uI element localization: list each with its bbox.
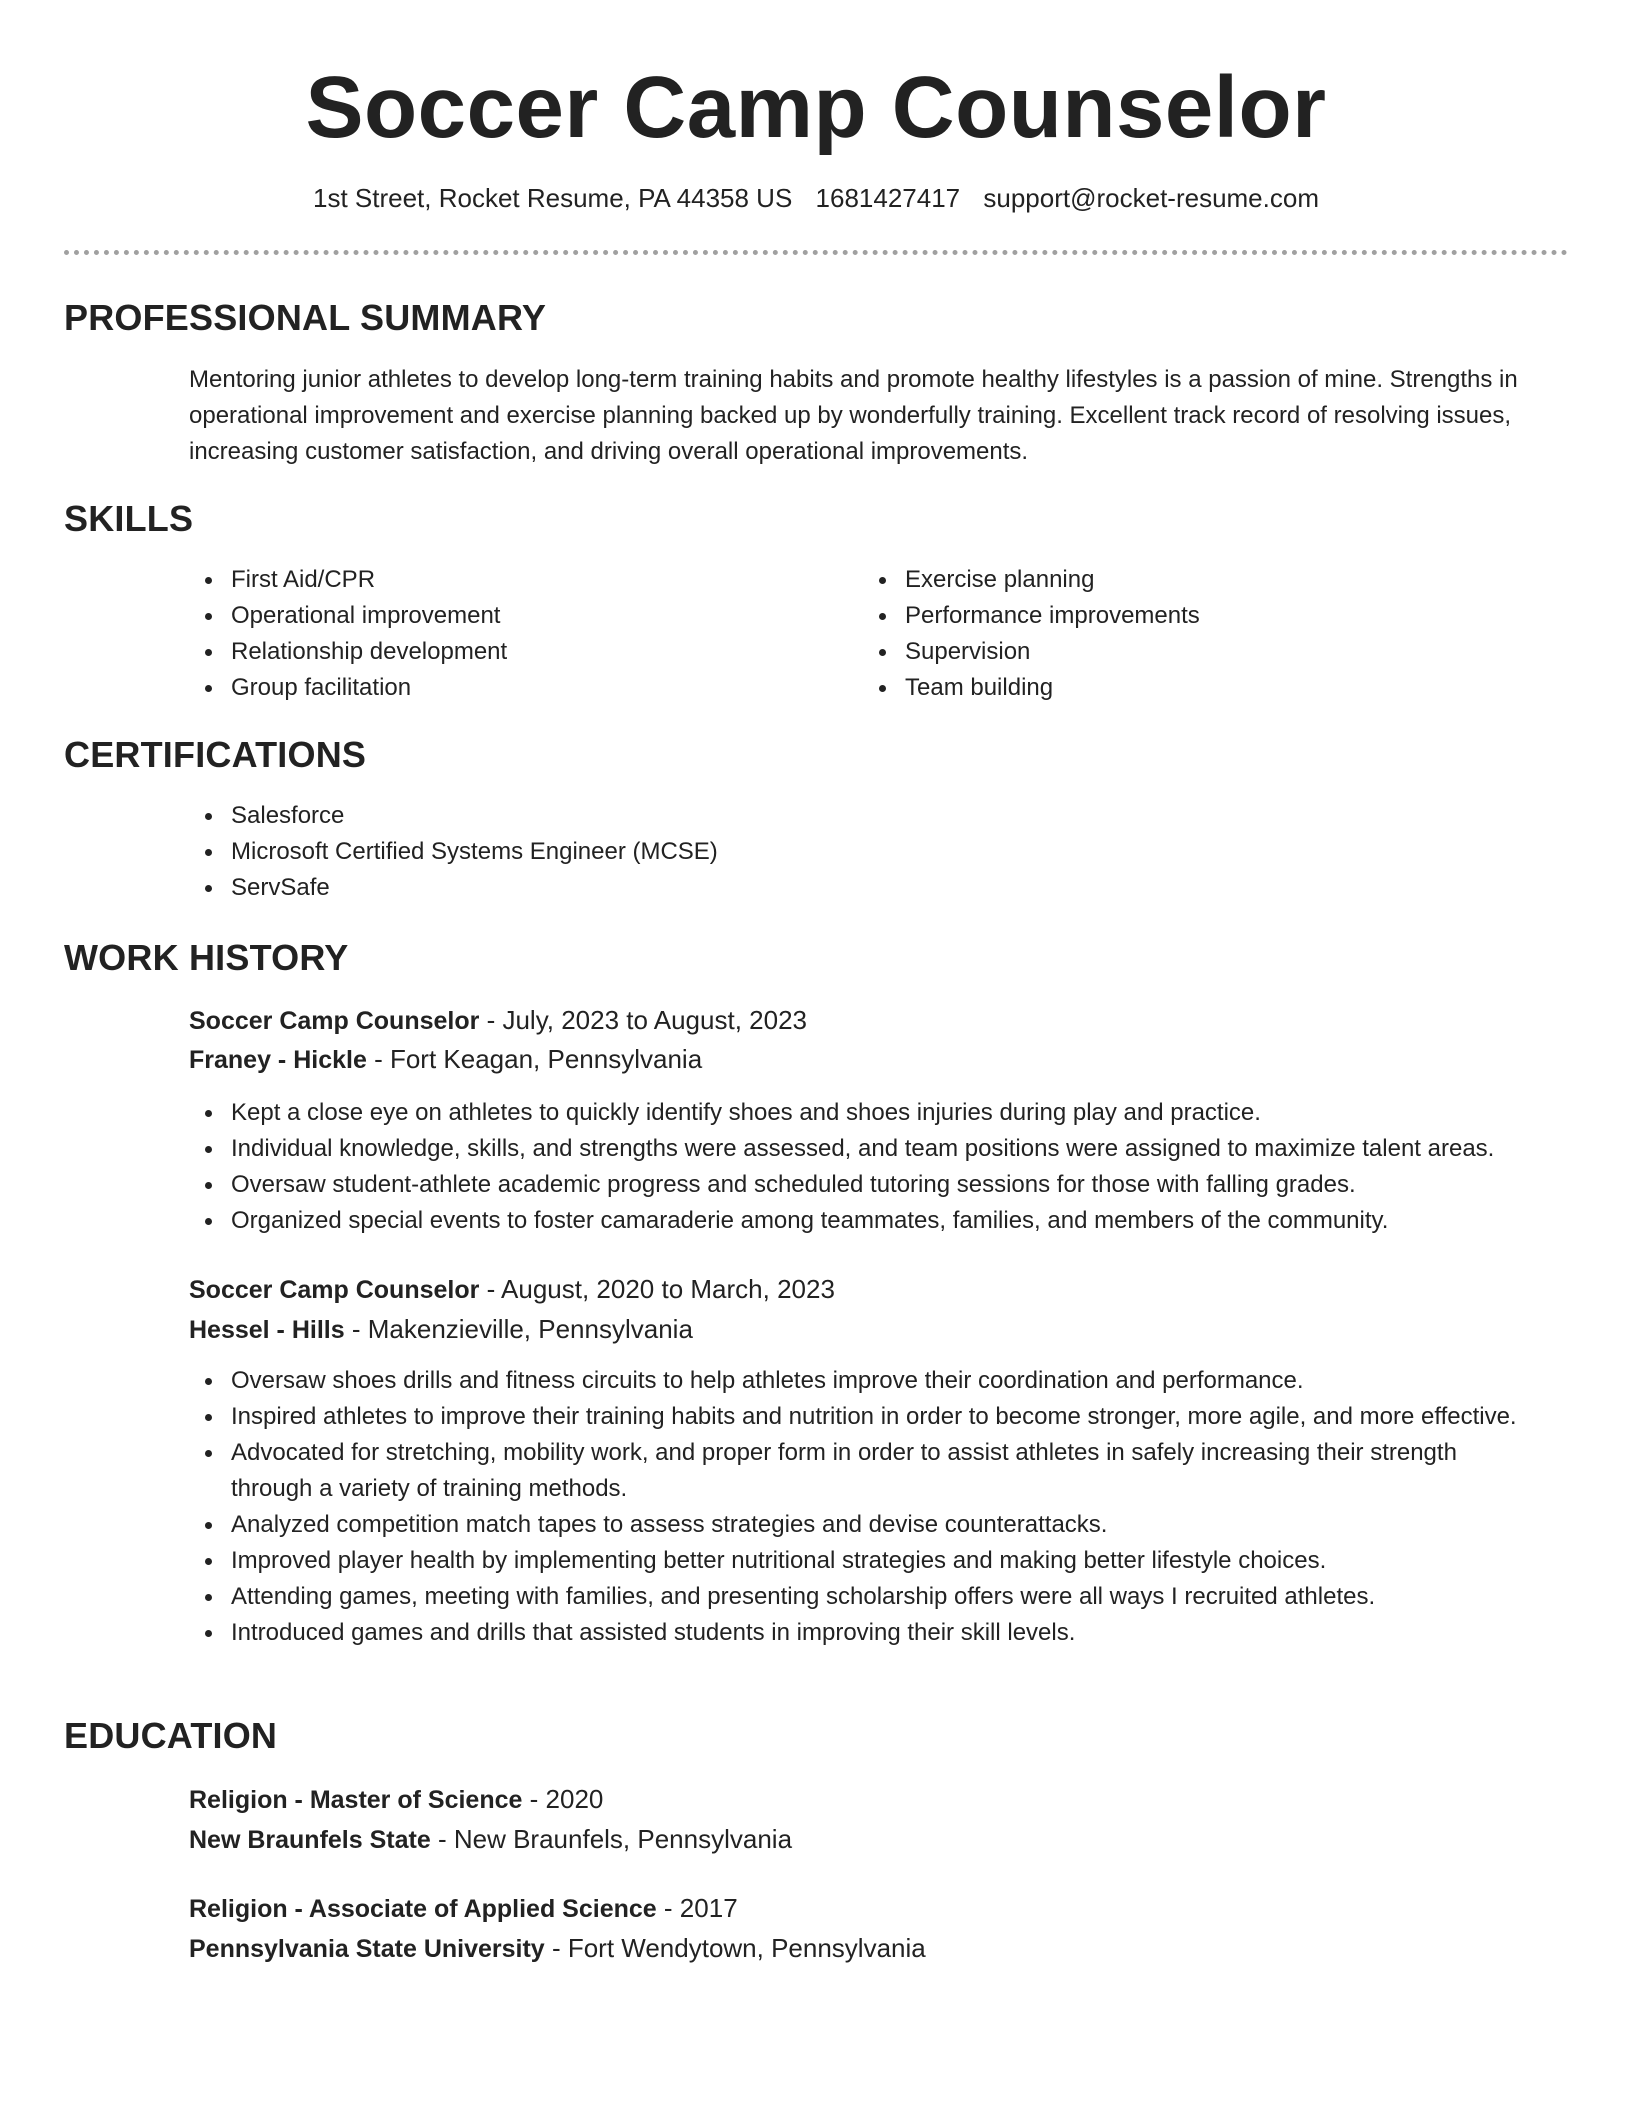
job-bullets — [187, 1095, 1567, 1239]
education-year: - 2020 — [522, 1784, 604, 1814]
job-location: - Fort Keagan, Pennsylvania — [366, 1044, 703, 1074]
education-school: Pennsylvania State University — [189, 1935, 545, 1963]
contact-email: support@rocket-resume.com — [983, 183, 1319, 213]
job-company: Franey - Hickle — [189, 1046, 367, 1074]
job-company: Hessel - Hills — [189, 1316, 345, 1344]
skill-item: First Aid/CPR — [187, 562, 847, 598]
contact-phone: 1681427417 — [815, 183, 961, 213]
job-bullet: Kept a close eye on athletes to quickly identify shoes and shoes injuries during play and practice. — [187, 1095, 1567, 1131]
certifications-list — [187, 798, 1557, 906]
job-bullet: Organized special events to foster camaraderie among teammates, families, and members of the community. — [187, 1203, 1567, 1239]
education-location: - Fort Wendytown, Pennsylvania — [544, 1933, 926, 1963]
education-school: New Braunfels State — [189, 1826, 431, 1854]
skills-list-right — [861, 562, 1521, 706]
job-title-line — [189, 1001, 807, 1040]
education-degree-line — [189, 1780, 603, 1819]
job-bullet: Improved player health by implementing better nutritional strategies and making better lifestyle choices. — [187, 1543, 1527, 1579]
skills-list-left — [187, 562, 847, 706]
contact-address: 1st Street, Rocket Resume, PA 44358 US — [312, 183, 793, 213]
certification-item: Microsoft Certified Systems Engineer (MCSE) — [187, 834, 1557, 870]
job-dates: - July, 2023 to August, 2023 — [479, 1005, 807, 1035]
education-degree-line — [189, 1889, 738, 1928]
certification-item: ServSafe — [187, 870, 1557, 906]
education-school-line — [189, 1820, 792, 1859]
skill-item: Performance improvements — [861, 598, 1521, 634]
job-company-line — [189, 1040, 702, 1079]
summary-heading: PROFESSIONAL SUMMARY — [64, 297, 547, 338]
resume-name: Soccer Camp Counselor — [305, 59, 1327, 156]
job-bullet: Advocated for stretching, mobility work, and proper form in order to assist athletes in safely increasing their strength through a variety of training methods. — [187, 1435, 1527, 1507]
job-bullet: Analyzed competition match tapes to assess strategies and devise counterattacks. — [187, 1507, 1527, 1543]
education-location: - New Braunfels, Pennsylvania — [430, 1824, 793, 1854]
job-bullet: Individual knowledge, skills, and strengths were assessed, and team positions were assigned to maximize talent areas. — [187, 1131, 1567, 1167]
job-role: Soccer Camp Counselor — [189, 1276, 480, 1304]
job-title-line — [189, 1270, 835, 1309]
work-history-heading: WORK HISTORY — [64, 937, 349, 978]
contact-line — [0, 180, 1632, 216]
skill-item: Group facilitation — [187, 670, 847, 706]
job-bullet: Introduced games and drills that assisted students in improving their skill levels. — [187, 1615, 1527, 1651]
skill-item: Supervision — [861, 634, 1521, 670]
skill-item: Relationship development — [187, 634, 847, 670]
certification-item: Salesforce — [187, 798, 1557, 834]
skill-item: Team building — [861, 670, 1521, 706]
skills-heading: SKILLS — [64, 498, 194, 539]
education-school-line — [189, 1929, 926, 1968]
job-bullet: Inspired athletes to improve their training habits and nutrition in order to become stronger, more agile, and more effective. — [187, 1399, 1527, 1435]
certifications-heading: CERTIFICATIONS — [64, 734, 367, 775]
job-bullet: Oversaw student-athlete academic progress and scheduled tutoring sessions for those with falling grades. — [187, 1167, 1567, 1203]
job-role: Soccer Camp Counselor — [189, 1007, 480, 1035]
skill-item: Exercise planning — [861, 562, 1521, 598]
job-bullet: Oversaw shoes drills and fitness circuits to help athletes improve their coordination and performance. — [187, 1363, 1527, 1399]
job-location: - Makenzieville, Pennsylvania — [344, 1314, 693, 1344]
education-degree: Religion - Master of Science — [189, 1786, 523, 1814]
header-divider — [64, 250, 1568, 255]
job-dates: - August, 2020 to March, 2023 — [479, 1274, 835, 1304]
summary-text: Mentoring junior athletes to develop long-term training habits and promote healthy lifestyles is a passion of mine. Strengths in operational improvement and exercise planning backed up by wonderfully training. Excellent track record of resolving issues, increasing customer satisfaction, and driving overall operational improvements. — [189, 366, 1518, 465]
job-bullet: Attending games, meeting with families, and presenting scholarship offers were all ways I recruited athletes. — [187, 1579, 1527, 1615]
education-year: - 2017 — [656, 1893, 738, 1923]
job-company-line — [189, 1310, 693, 1349]
education-degree: Religion - Associate of Applied Science — [189, 1895, 657, 1923]
skill-item: Operational improvement — [187, 598, 847, 634]
education-heading: EDUCATION — [64, 1715, 278, 1756]
job-bullets — [187, 1363, 1527, 1651]
